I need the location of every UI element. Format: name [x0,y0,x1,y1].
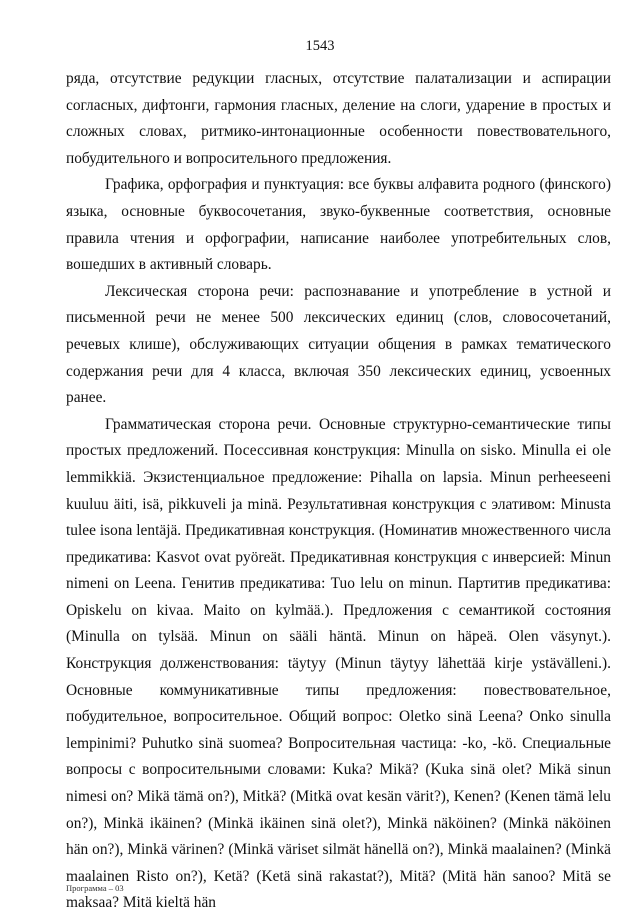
paragraph-phonetics-continued: ряда, отсутствие редукции гласных, отсутствие палатализации и аспирации согласных, дифтонги, гармония гласных, деление на слоги, ударение в простых и сложных словах, ритмико-интонационные особенности повествовательного, побудительного и вопросительного предложения. [66,70,611,167]
paragraph-grammatical-side: Грамматическая сторона речи. Основные структурно-семантические типы простых предложений. Посессивная конструкция: Minulla on sisko. Minulla ei ole lemmikkiä. Экзистенциальное предложение: Pihalla on lapsia. Minun perheeseeni kuuluu äiti, isä, pikkuveli ja minä. Результативная конструкция с элативом: Minusta tulee isona lentäjä. Предикативная конструкция. (Номинатив множественного числа предикатива: Kasvot ovat pyöreät. Предикативная конструкция с инверсией: Minun nimeni on Leena. Генитив предикатива: Tuo lelu on minun. Партитив предикатива: Opiskelu on kivaa. Maito on kylmää.). Предложения с семантикой состояния (Minulla on tylsää. Minun on sääli häntä. Minun on häpeä. Olen väsynyt.). Конструкция долженствования: täytyy (Minun täytyy lähettää kirje ystävälleni.). Основные коммуникативные типы предложения: повествовательное, побудительное, вопросительное. Общий вопрос: Oletko sinä Leena? Onko sinulla lempinimi? Puhutko sinä suomea? Вопросительная частица: -ko, -kö. Специальные вопросы с вопросительными словами: Kuka? Mikä? (Kuka sinä olet? Mikä sinun nimesi on? Mikä tämä on?), Mitkä? (Mitkä ovat kesän värit?), Kenen? (Kenen tämä lelu on?), Minkä ikäinen? (Minkä ikäinen sinä olet?), Minkä näköinen? (Minkä näköinen hän on?), Minkä värinen? (Minkä väriset silmät hänellä on?), Minkä maalainen? (Minkä maalainen Risto on?), Ketä? (Ketä sinä rakastat?), Mitä? (Mitä hän sanoo? Mitä se maksaa? Mitä kieltä hän [66,415,611,912]
paragraph-graphics-orthography: Графика, орфография и пунктуация: все буквы алфавита родного (финского) языка, основные буквосочетания, звуко-буквенные соответствия, основные правила чтения и орфографии, написание наиболее употребительных слов, вошедших в активный словарь. [66,176,611,274]
paragraph-lexical-side: Лексическая сторона речи: распознавание и употребление в устной и письменной речи не менее 500 лексических единиц (слов, словосочетаний, речевых клише), обслуживающих ситуации общения в рамках тематического содержания речи для 4 класса, включая 350 лексических единиц, усвоенных ранее. [66,282,611,407]
footer-program-label: Программа – 03 [66,883,124,893]
document-body [66,66,611,917]
page-number: 1543 [305,38,335,54]
